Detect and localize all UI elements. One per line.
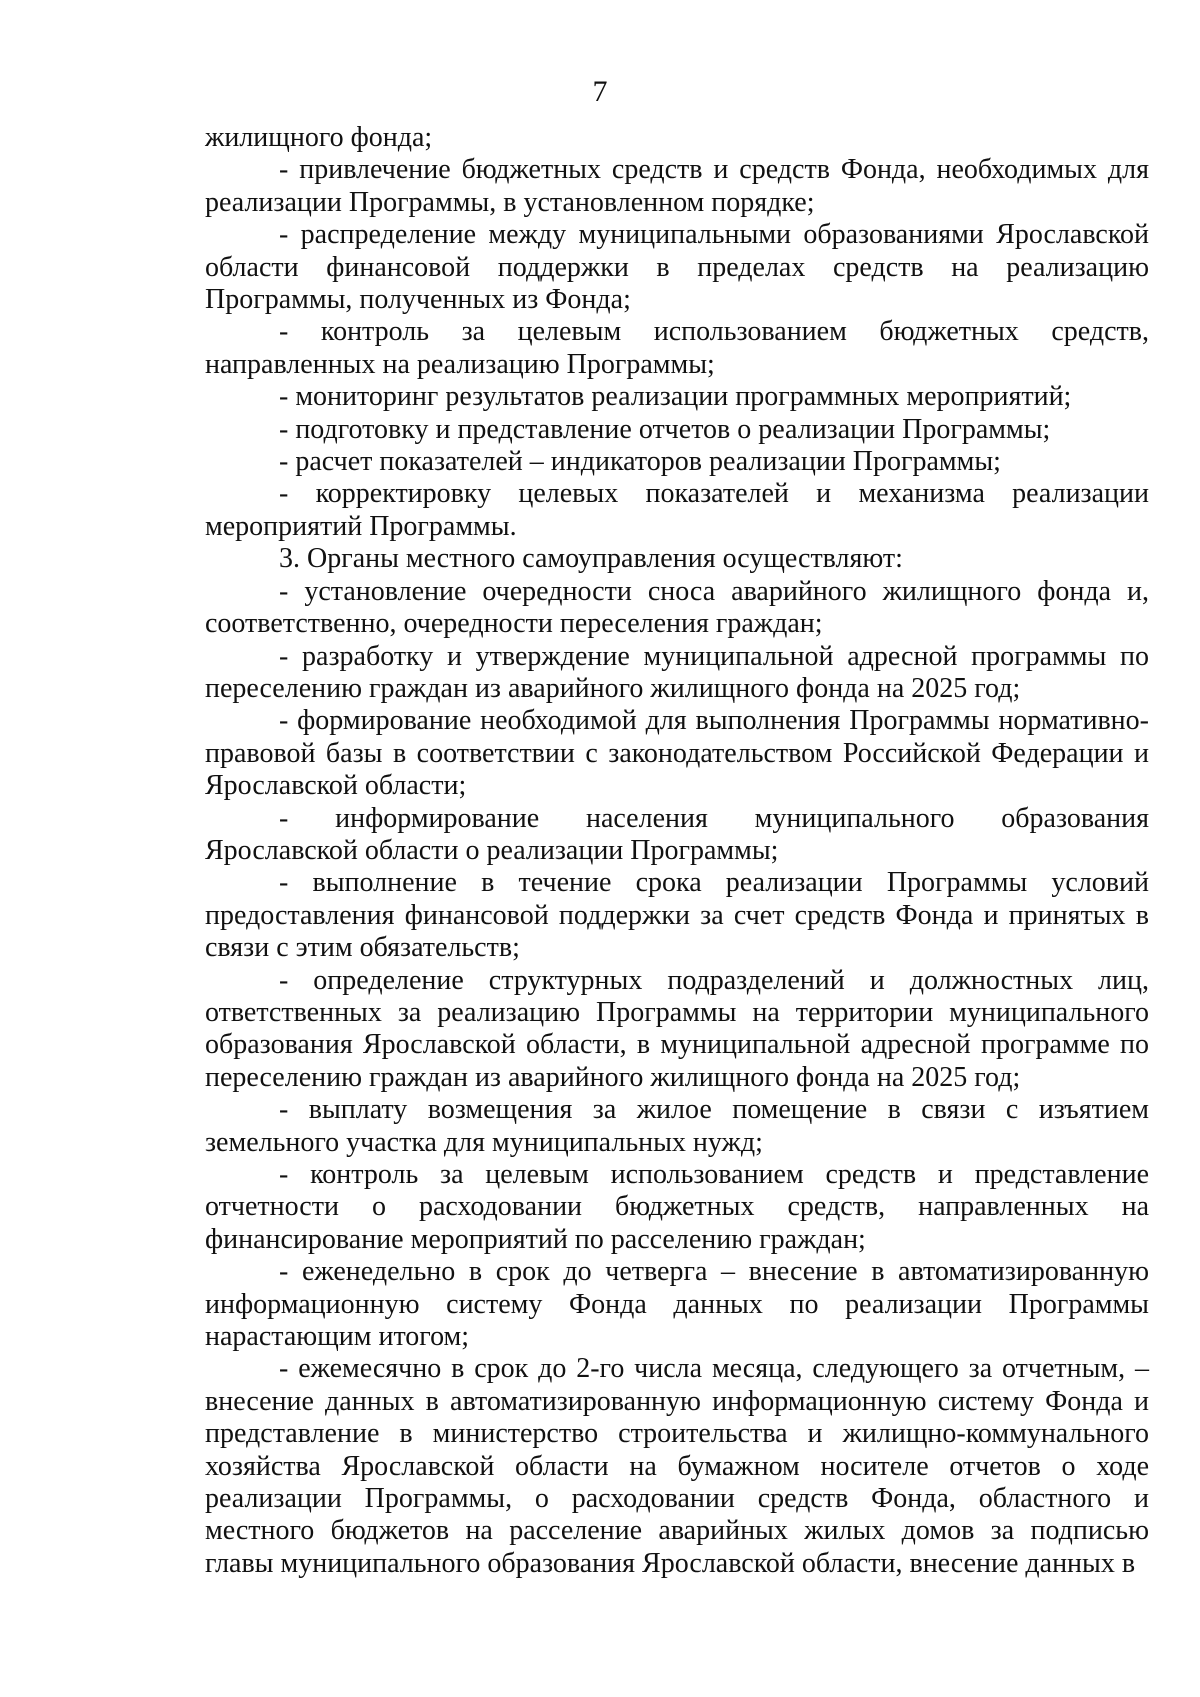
list-item: - выполнение в течение срока реализации Программы условий предоставления финансовой поддержки за счет средств Фонда и принятых в связи с этим обязательств; [205, 867, 1149, 964]
paragraph-continuation: жилищного фонда; [205, 122, 433, 153]
list-item: - расчет показателей – индикаторов реализации Программы; [279, 446, 1001, 478]
list-item: - распределение между муниципальными образованиями Ярославской области финансовой поддержки в пределах средств на реализацию Программы, полученных из Фонда; [205, 219, 1149, 316]
list-item: - формирование необходимой для выполнения Программы нормативно-правовой базы в соответствии с законодательством Российской Федерации и Ярославской области; [205, 705, 1149, 802]
list-item: - подготовку и представление отчетов о реализации Программы; [279, 413, 1051, 445]
page-number: 7 [592, 75, 608, 108]
list-item: - ежемесячно в срок до 2-го числа месяца, следующего за отчетным, – внесение данных в автоматизированную информационную систему Фонда и представление в министерство строительства и жилищно-коммунального хозяйства Ярославской области на бумажном носителе отчетов о ходе реализации Программы, о расходовании средств Фонда, областного и местного бюджетов на расселение аварийных жилых домов за подписью главы муниципального образования Ярославской области, внесение данных в [205, 1353, 1149, 1579]
list-item: - разработку и утверждение муниципальной адресной программы по переселению граждан из аварийного жилищного фонда на 2025 год; [205, 640, 1149, 704]
section-heading: 3. Органы местного самоуправления осуществляют: [279, 543, 903, 575]
list-item: - установление очередности сноса аварийного жилищного фонда и, соответственно, очередности переселения граждан; [205, 575, 1149, 640]
list-item: - мониторинг результатов реализации программных мероприятий; [279, 381, 1072, 413]
list-item: - привлечение бюджетных средств и средств Фонда, необходимых для реализации Программы, в установленном порядке; [205, 154, 1149, 218]
document-body [205, 122, 1149, 1580]
list-item: - контроль за целевым использованием средств и представление отчетности о расходовании бюджетных средств, направленных на финансирование мероприятий по расселению граждан; [205, 1159, 1149, 1255]
list-item: - еженедельно в срок до четверга – внесение в автоматизированную информационную систему Фонда данных по реализации Программы нарастающим итогом; [205, 1256, 1149, 1353]
list-item: - определение структурных подразделений и должностных лиц, ответственных за реализацию Программы на территории муниципального образования Ярославской области, в муниципальной адресной программе по переселению граждан из аварийного жилищного фонда на 2025 год; [205, 964, 1149, 1093]
list-item: - корректировку целевых показателей и механизма реализации мероприятий Программы. [205, 478, 1149, 542]
list-item: - выплату возмещения за жилое помещение в связи с изъятием земельного участка для муниципальных нужд; [205, 1094, 1149, 1158]
list-item: - информирование населения муниципального образования Ярославской области о реализации Программы; [205, 802, 1149, 866]
list-item: - контроль за целевым использованием бюджетных средств, направленных на реализацию Программы; [205, 316, 1149, 380]
